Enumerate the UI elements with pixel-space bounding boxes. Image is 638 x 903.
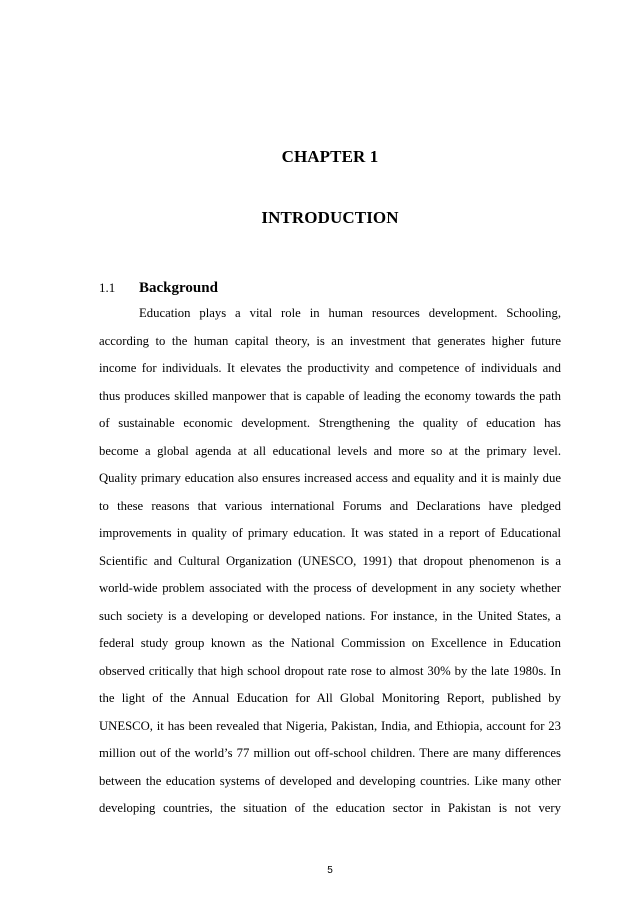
section-number: 1.1 — [99, 280, 116, 295]
chapter-number: CHAPTER 1 — [281, 147, 379, 166]
paragraph-line: UNESCO, it has been revealed that Nigeria, Pakistan, India, and Ethiopia, account for 23 — [99, 718, 561, 733]
paragraph-line: become a global agenda at all educational levels and more so at the primary level. — [99, 443, 561, 458]
body-paragraph — [99, 300, 561, 823]
paragraph-line: to these reasons that various international Forums and Declarations have pledged — [99, 498, 561, 513]
paragraph-line: observed critically that high school dropout rate rose to almost 30% by the late 1980s. In — [99, 663, 561, 678]
page-number: 5 — [327, 865, 333, 876]
paragraph-line: the light of the Annual Education for All Global Monitoring Report, published by — [99, 691, 561, 705]
paragraph-line: Scientific and Cultural Organization (UNESCO, 1991) that dropout phenomenon is a — [99, 553, 561, 568]
paragraph-line: such society is a developing or developed nations. For instance, in the United States, a — [99, 608, 561, 623]
section-heading — [99, 279, 218, 297]
paragraph-line: according to the human capital theory, is an investment that generates higher future — [99, 333, 561, 348]
paragraph-line: world-wide problem associated with the process of development in any society whether — [99, 581, 561, 595]
paragraph-line: thus produces skilled manpower that is capable of leading the economy towards the path — [99, 388, 561, 403]
paragraph-line: of sustainable economic development. Strengthening the quality of education has — [99, 416, 561, 430]
paragraph-line: Education plays a vital role in human resources development. Schooling, — [139, 306, 561, 320]
paragraph-line: improvements in quality of primary education. It was stated in a report of Educational — [99, 526, 561, 540]
paragraph-line: developing countries, the situation of the education sector in Pakistan is not very — [99, 801, 561, 815]
section-title: Background — [139, 280, 218, 296]
paragraph-line: federal study group known as the National Commission on Excellence in Education — [99, 636, 561, 650]
chapter-title: INTRODUCTION — [261, 208, 399, 227]
paragraph-line: income for individuals. It elevates the productivity and competence of individuals and — [99, 361, 561, 375]
paragraph-line: million out of the world’s 77 million out off-school children. There are many differences — [99, 746, 561, 760]
paragraph-line: between the education systems of developed and developing countries. Like many other — [99, 773, 561, 788]
paragraph-line: Quality primary education also ensures increased access and equality and it is mainly due — [99, 471, 561, 485]
